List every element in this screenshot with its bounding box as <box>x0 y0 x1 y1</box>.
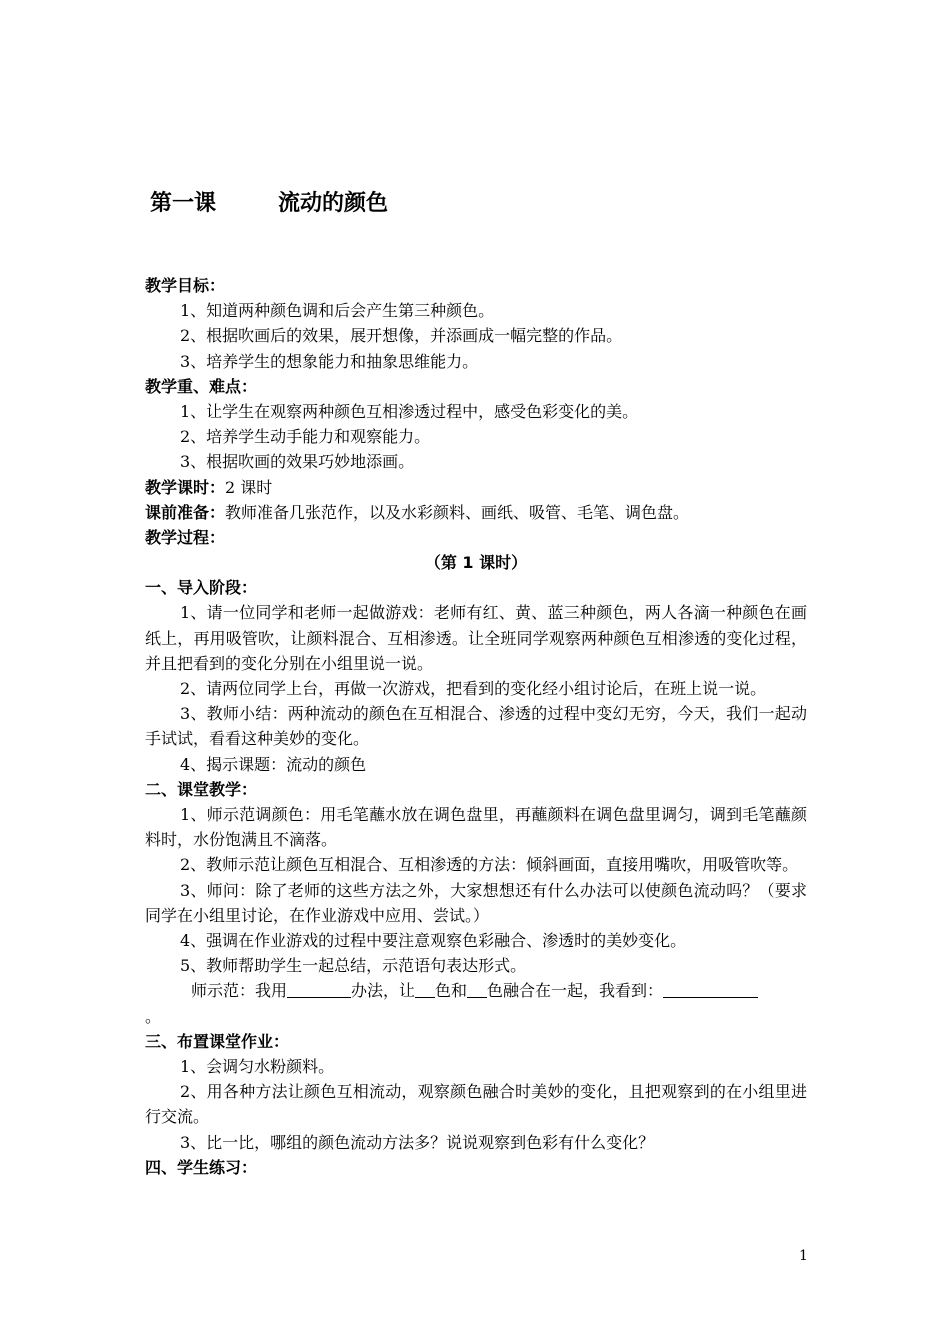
section3-paragraph: 3、比一比，哪组的颜色流动方法多？说说观察到色彩有什么变化？ <box>180 1132 655 1152</box>
section2-paragraph: 1、师示范调颜色：用毛笔蘸水放在调色盘里，再蘸颜料在调色盘里调匀，调到毛笔蘸颜料时，水份饱满且不滴落。 <box>145 805 807 850</box>
fill-blank <box>415 979 435 998</box>
key-point-item: 1、让学生在观察两种颜色互相渗透过程中，感受色彩变化的美。 <box>180 401 639 421</box>
demo-text: 色和 <box>435 981 468 1001</box>
section3-paragraph: 2、用各种方法让颜色互相流动，观察颜色融合时美妙的变化，且把观察到的在小组里进行交流。 <box>145 1082 807 1127</box>
session-heading: （第 1 课时） <box>424 553 528 573</box>
key-point-item: 2、培养学生动手能力和观察能力。 <box>180 427 431 447</box>
section2-paragraph: 3、师问：除了老师的这些方法之外，大家想想还有什么办法可以使颜色流动吗？（要求同学在小组里讨论，在作业游戏中应用、尝试。） <box>145 880 807 925</box>
section1-paragraph: 1、请一位同学和老师一起做游戏：老师有红、黄、蓝三种颜色，两人各滴一种颜色在画纸上，再用吸管吹，让颜料混合、互相渗透。让全班同学观察两种颜色互相渗透的变化过程，并且把看到的变化分别在小组里说一说。 <box>145 603 807 673</box>
document-body <box>145 273 807 1180</box>
section3-heading: 三、布置课堂作业： <box>145 1031 290 1051</box>
prep-line <box>145 500 807 525</box>
section1-paragraph: 4、揭示课题：流动的颜色 <box>180 754 367 774</box>
section1-heading: 一、导入阶段： <box>145 578 258 598</box>
goal-item: 2、根据吹画后的效果，展开想像，并添画成一幅完整的作品。 <box>180 326 623 346</box>
goal-item: 3、培养学生的想象能力和抽象思维能力。 <box>180 351 479 371</box>
fill-blank <box>467 979 487 998</box>
page-title <box>150 186 388 217</box>
section2-paragraph: 2、教师示范让颜色互相混合、互相渗透的方法：倾斜画面，直接用嘴吹，用吸管吹等。 <box>180 855 799 875</box>
key-points-heading: 教学重、难点： <box>145 376 258 396</box>
section1-paragraph: 2、请两位同学上台，再做一次游戏，把看到的变化经小组讨论后，在班上说一说。 <box>180 679 767 699</box>
demo-sentence <box>145 978 807 1003</box>
demo-text: 办法，让 <box>351 981 416 1001</box>
prep-label: 课前准备： <box>145 502 226 522</box>
hours-value: 2 课时 <box>225 477 273 497</box>
hours-line <box>145 475 807 500</box>
goals-heading: 教学目标： <box>145 276 226 295</box>
section4-heading: 四、学生练习： <box>145 1157 258 1177</box>
demo-text: 师示范：我用 <box>191 981 288 1001</box>
lesson-name: 流动的颜色 <box>278 191 389 216</box>
demo-text: 色融合在一起，我看到： <box>487 981 664 1001</box>
fill-blank <box>663 979 758 998</box>
section2-paragraph: 5、教师帮助学生一起总结，示范语句表达形式。 <box>180 956 527 976</box>
process-heading: 教学过程： <box>145 527 226 547</box>
section2-heading: 二、课堂教学： <box>145 779 258 799</box>
demo-end: 。 <box>145 1006 162 1026</box>
fill-blank <box>287 979 351 998</box>
section2-paragraph: 4、强调在作业游戏的过程中要注意观察色彩融合、渗透时的美妙变化。 <box>180 931 687 951</box>
hours-label: 教学课时： <box>145 477 226 497</box>
section1-paragraph: 3、教师小结：两种流动的颜色在互相混合、渗透的过程中变幻无穷，今天，我们一起动手试试，看看这种美妙的变化。 <box>145 704 807 749</box>
section3-paragraph: 1、会调匀水粉颜料。 <box>180 1057 335 1077</box>
key-point-item: 3、根据吹画的效果巧妙地添画。 <box>180 452 415 472</box>
goal-item: 1、知道两种颜色调和后会产生第三种颜色。 <box>180 301 495 321</box>
prep-value: 教师准备几张范作，以及水彩颜料、画纸、吸管、毛笔、调色盘。 <box>225 502 690 522</box>
lesson-number: 第一课 <box>150 191 217 216</box>
page-number: 1 <box>799 1248 808 1264</box>
